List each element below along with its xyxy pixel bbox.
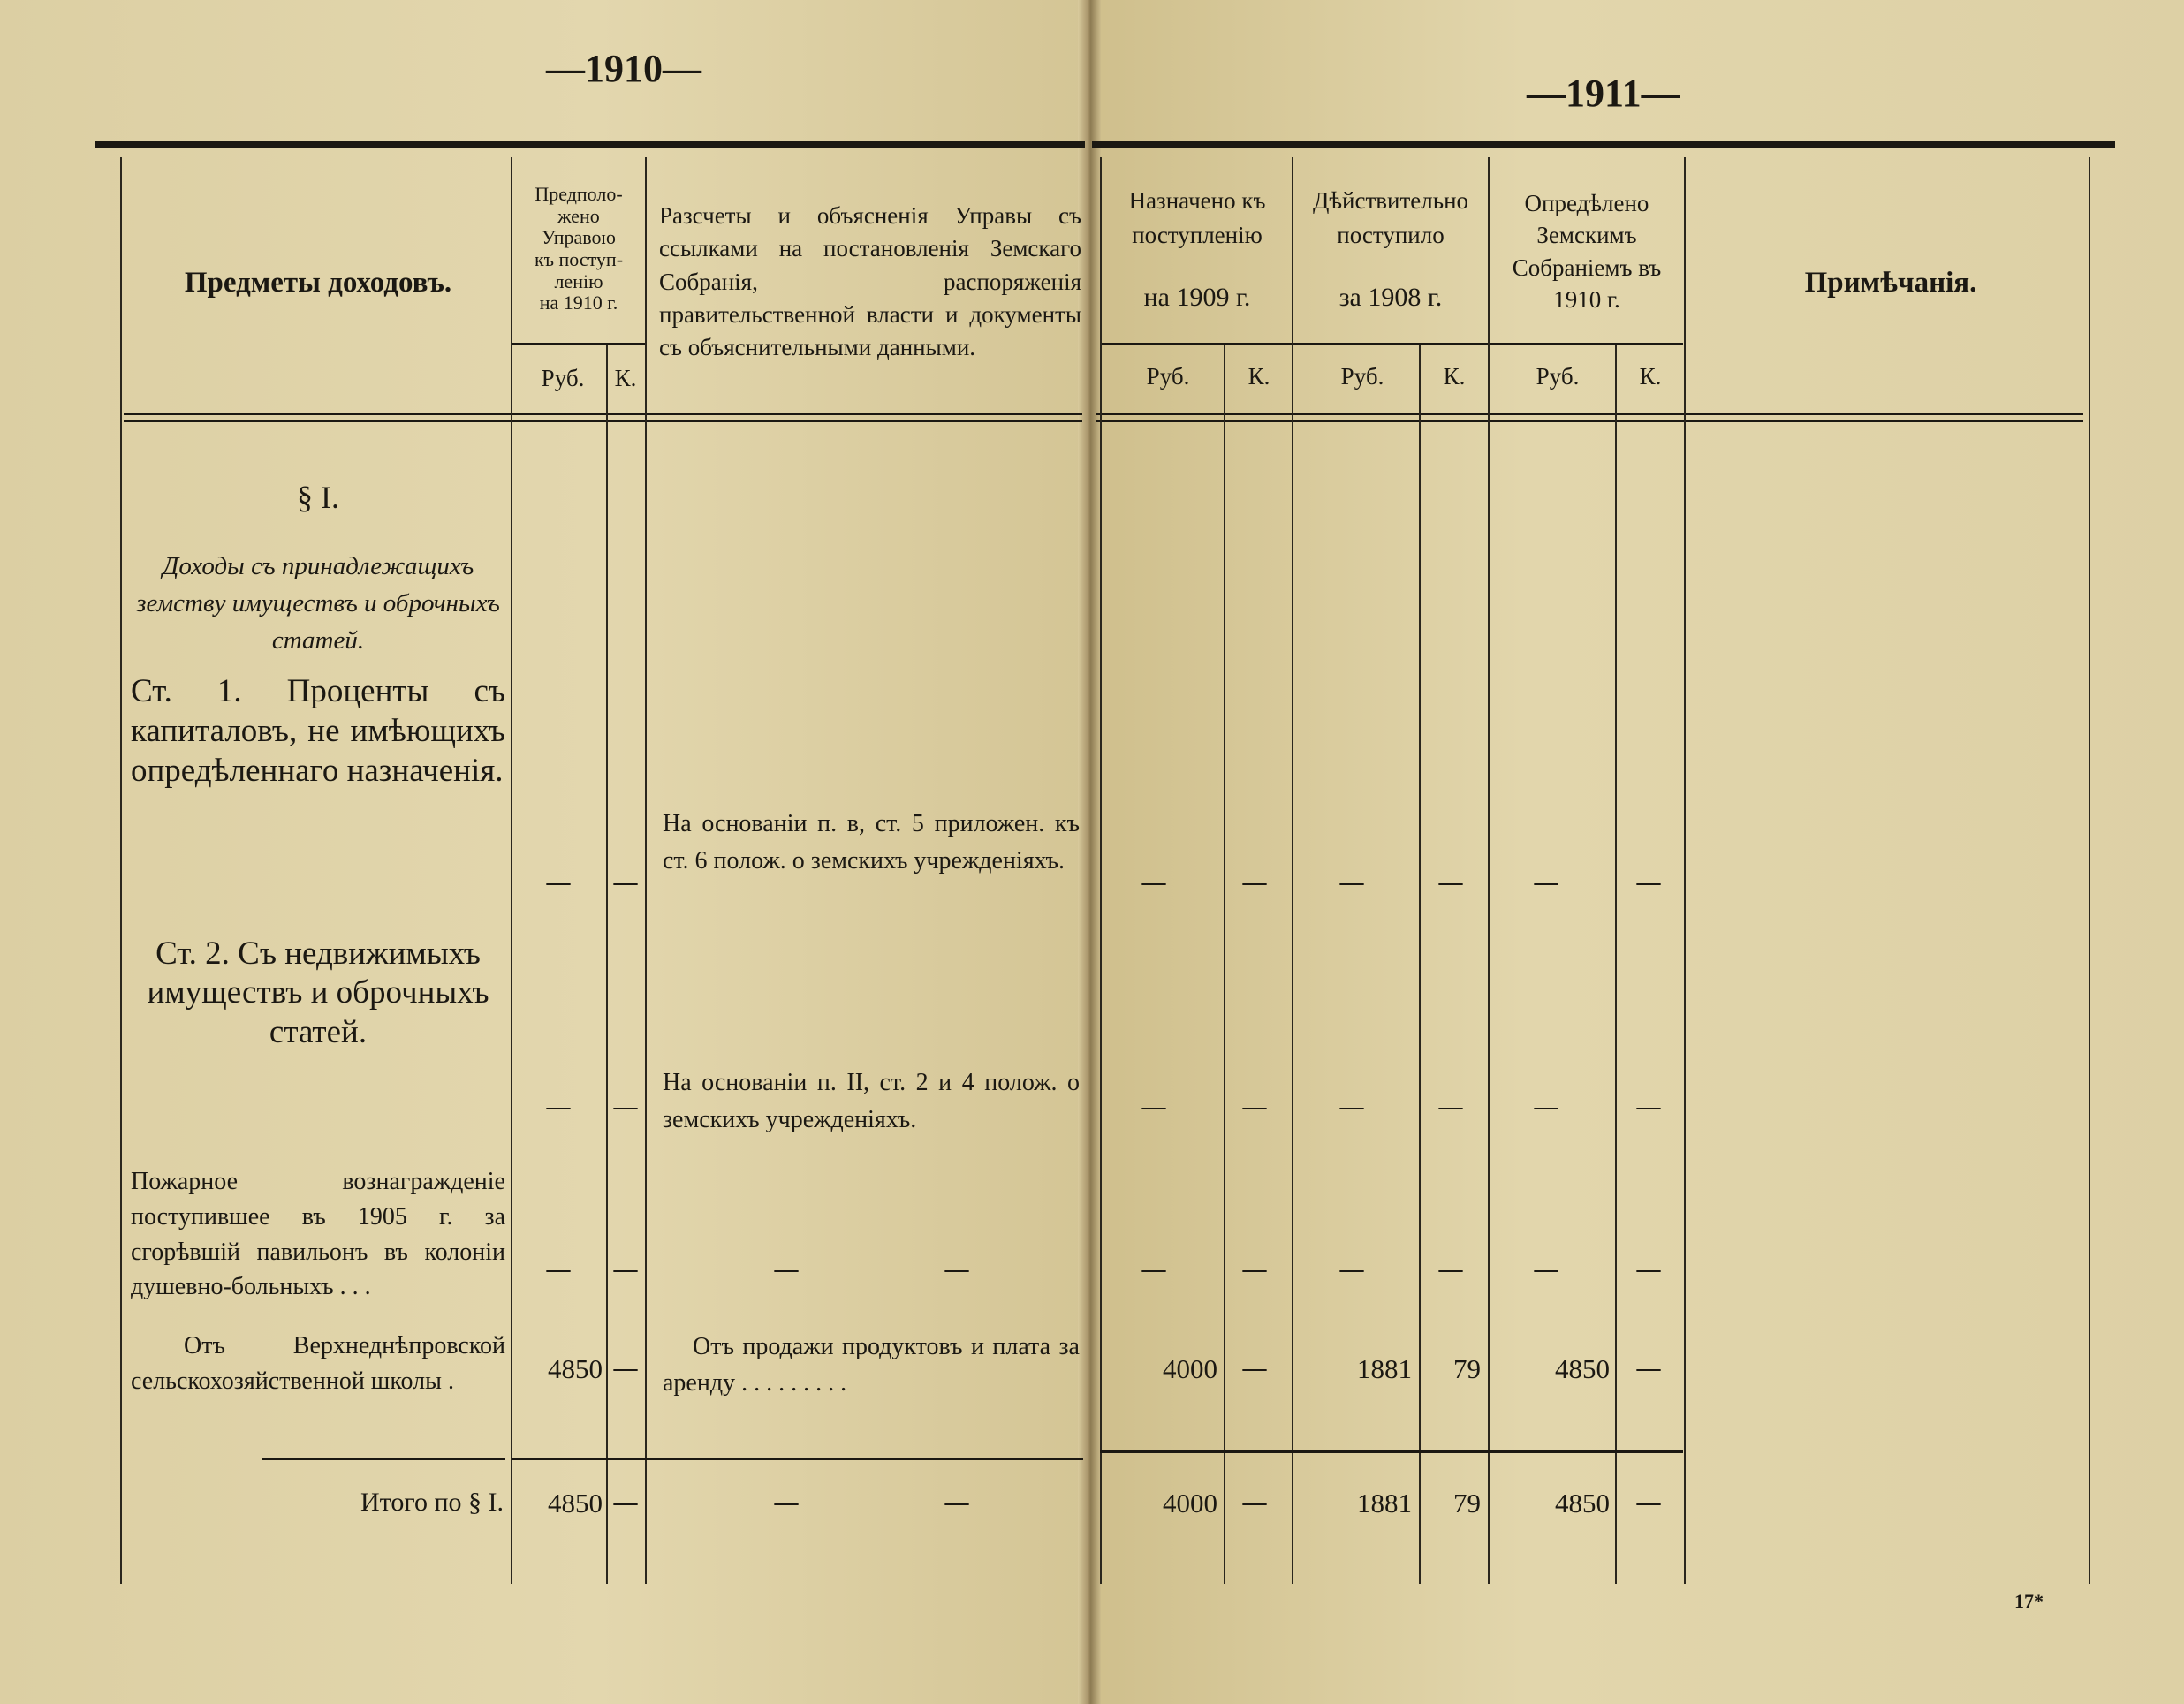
col-border-1908-kop [1419, 345, 1421, 1584]
kop-label-1908: К. [1443, 363, 1466, 390]
row-1-explanation: На основаніи п. в, ст. 5 приложен. къ ст. 6 полож. о земскихъ учрежденіяхъ. [663, 810, 1080, 875]
kop-label-1909: К. [1247, 363, 1270, 390]
section-number: § I. [297, 480, 339, 515]
row-4-proposed-kop: — [612, 1353, 639, 1384]
col-border-1909-kop [1224, 345, 1225, 1584]
header-actual-1908-year: за 1908 г. [1338, 283, 1443, 312]
row-4-1910-kop: — [1635, 1353, 1662, 1384]
row-2-1910-kop: — [1635, 1092, 1662, 1123]
col-border-1910 [1684, 157, 1686, 1584]
header-items: Предметы доходовъ. [184, 267, 452, 299]
row-3-1909-kop: — [1241, 1254, 1268, 1285]
row-4-1909-kop: — [1241, 1353, 1268, 1384]
row-1-1910-rub: — [1533, 867, 1559, 898]
row-3-explanation-dash-b: — [944, 1254, 970, 1285]
total-1908-kop: 79 [1453, 1488, 1481, 1518]
top-rule-right [1092, 141, 2115, 148]
header-rule-right-b [1096, 420, 2083, 422]
total-rule-items [262, 1458, 505, 1460]
col-border-items [511, 157, 512, 1584]
header-actual-1908: Дѣйствительно поступило [1312, 187, 1469, 249]
row-1-item: Ст. 1. Проценты съ капиталовъ, не имѣющихъ опредѣленнаго назначенія. [131, 673, 505, 790]
top-rule-left [95, 141, 1085, 148]
header-assigned-1909-year: на 1909 г. [1143, 283, 1251, 312]
rub-label-proposed: Руб. [541, 365, 585, 391]
row-2-item: Ст. 2. Съ недвижимыхъ имуществъ и оброчныхъ статей. [147, 935, 489, 1050]
row-2-1908-rub: — [1338, 1092, 1365, 1123]
header-determined-1910: Опредѣлено Земскимъ Собраніемъ въ 1910 г. [1512, 190, 1662, 314]
year-header-left: —1910— [546, 47, 701, 90]
row-3-explanation-dash-a: — [773, 1254, 800, 1285]
page-mark: 17* [2014, 1590, 2044, 1612]
row-3-1908-kop: — [1437, 1254, 1464, 1285]
row-2-1910-rub: — [1533, 1092, 1559, 1123]
total-1910-kop: — [1635, 1488, 1662, 1518]
row-4-item: Отъ Верхнеднѣпровской сельскохозяйственной школы . [131, 1332, 505, 1395]
row-2-1909-rub: — [1141, 1092, 1167, 1123]
total-explanation-dash-a: — [773, 1488, 800, 1518]
header-rule-left-b [124, 420, 1082, 422]
total-1909-rub: 4000 [1163, 1488, 1217, 1518]
row-3-1910-kop: — [1635, 1254, 1662, 1285]
row-1-1908-kop: — [1437, 867, 1464, 898]
row-2-proposed-kop: — [612, 1092, 639, 1123]
rub-label-1908: Руб. [1340, 363, 1384, 390]
row-3-1908-rub: — [1338, 1254, 1365, 1285]
rub-label-1909: Руб. [1146, 363, 1190, 390]
header-explanation: Разсчеты и объясненія Управы съ ссылками на постановленія Земскаго Собранія, распоряженія правительственной власти и документы съ объяснительными данными. [659, 202, 1081, 360]
row-2-1909-kop: — [1241, 1092, 1268, 1123]
header-proposed: Предполо- жено Управою къ поступ- ленію на 1910 г. [534, 183, 624, 314]
row-3-1909-rub: — [1141, 1254, 1167, 1285]
col-border-proposed [645, 157, 647, 1584]
row-1-1909-rub: — [1141, 867, 1167, 898]
kop-label-1910: К. [1639, 363, 1662, 390]
header-assigned-1909: Назначено къ поступленію [1128, 187, 1266, 249]
row-4-explanation: Отъ продажи продуктовъ и плата за аренду . . . . . . . . . [663, 1333, 1080, 1397]
total-rule-right [1100, 1450, 1683, 1453]
row-2-1908-kop: — [1437, 1092, 1464, 1123]
col-border-1909 [1292, 157, 1293, 1584]
row-1-1908-rub: — [1338, 867, 1365, 898]
col-border-1908 [1488, 157, 1490, 1584]
col-border-1910-kop [1615, 345, 1617, 1584]
row-1-proposed-rub: — [545, 867, 572, 898]
row-3-1910-rub: — [1533, 1254, 1559, 1285]
row-4-proposed-rub: 4850 [548, 1353, 603, 1384]
header-rule-right-a [1096, 413, 2083, 415]
total-proposed-rub: 4850 [548, 1488, 603, 1518]
header-rule-left-a [124, 413, 1082, 415]
kop-label-proposed: К. [614, 365, 637, 391]
rub-label-1910: Руб. [1536, 363, 1580, 390]
total-1908-rub: 1881 [1357, 1488, 1412, 1518]
section-title: Доходы съ принадлежащихъ земству имуществъ и оброчныхъ статей. [136, 552, 500, 655]
row-3-proposed-kop: — [612, 1254, 639, 1285]
total-1910-rub: 4850 [1555, 1488, 1610, 1518]
header-notes: Примѣчанія. [1804, 267, 1977, 299]
col-border-right-page [1100, 157, 1102, 1584]
col-border-proposed-kop [606, 345, 608, 1584]
row-3-item: Пожарное вознагражденіе поступившее въ 1905 г. за сгорѣвшій павильонъ въ колоніи душевно-больныхъ . . . [131, 1168, 505, 1301]
total-1909-kop: — [1241, 1488, 1268, 1518]
row-1-1909-kop: — [1241, 867, 1268, 898]
row-1-1910-kop: — [1635, 867, 1662, 898]
col-border-left [120, 157, 122, 1584]
row-1-proposed-kop: — [612, 867, 639, 898]
row-2-proposed-rub: — [545, 1092, 572, 1123]
total-rule-left [512, 1458, 1083, 1460]
row-4-1910-rub: 4850 [1555, 1353, 1610, 1384]
rub-rule-proposed [512, 343, 645, 345]
total-explanation-dash-b: — [944, 1488, 970, 1518]
row-4-1908-rub: 1881 [1357, 1353, 1412, 1384]
row-3-proposed-rub: — [545, 1254, 572, 1285]
total-proposed-kop: — [612, 1488, 639, 1518]
row-2-explanation: На основаніи п. II, ст. 2 и 4 полож. о земскихъ учрежденіяхъ. [663, 1069, 1080, 1133]
total-label: Итого по § I. [360, 1488, 504, 1517]
row-4-1909-rub: 4000 [1163, 1353, 1217, 1384]
year-header-right: —1911— [1527, 72, 1680, 115]
row-4-1908-kop: 79 [1453, 1353, 1481, 1384]
col-border-right [2089, 157, 2090, 1584]
rub-rule-right [1100, 343, 1683, 345]
